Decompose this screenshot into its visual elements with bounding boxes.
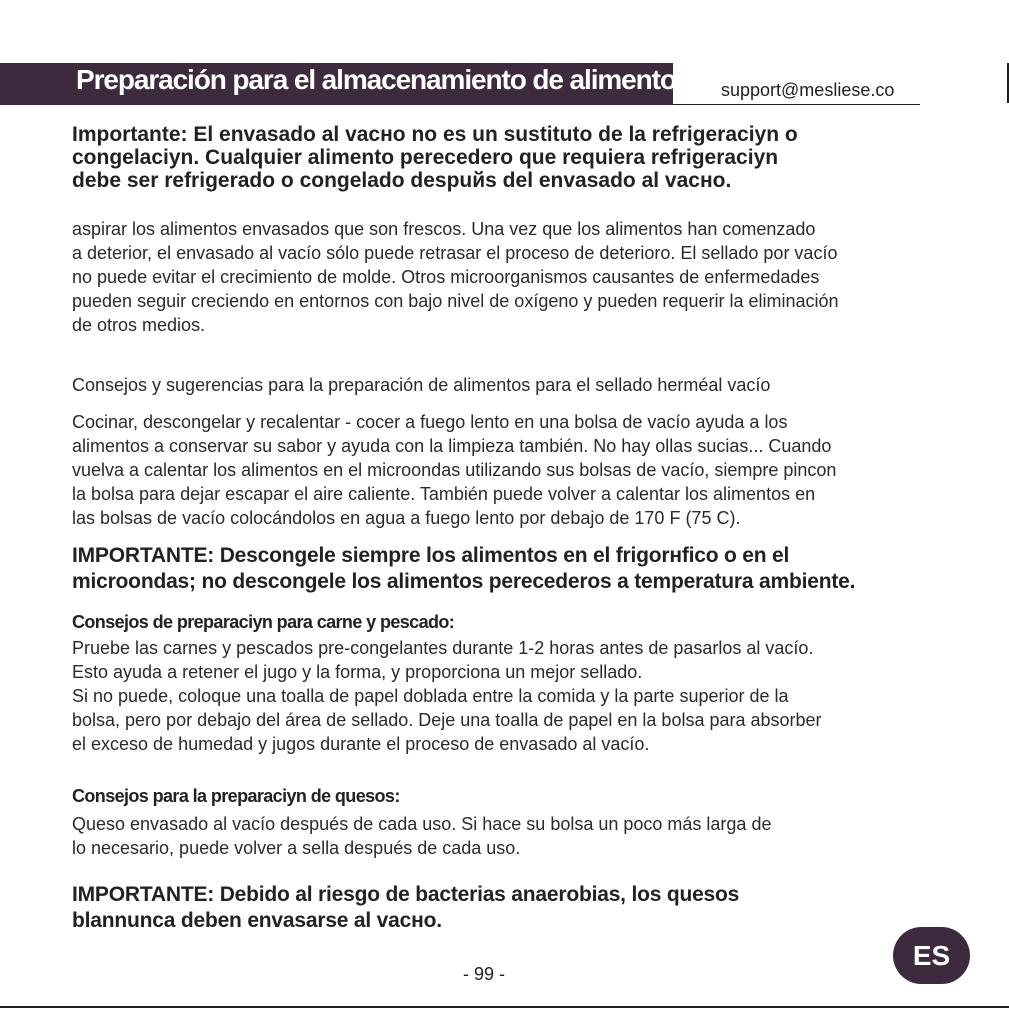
important-notice-thawing: [72, 543, 972, 595]
cheese-paragraph: [72, 812, 972, 860]
text-line: alimentos a conservar su sabor y ayuda con la limpieza también. No hay ollas sucias... Cuando: [72, 436, 832, 456]
text-line: vuelva a calentar los alimentos en el microondas utilizando sus bolsas de vacío, siempre pincon: [72, 460, 837, 480]
text-line: aspirar los alimentos envasados que son frescos. Una vez que los alimentos han comenzado: [72, 219, 816, 239]
text-line: congelaciуn. Cualquier alimento perecedero que requiera refrigeraciуn: [72, 146, 779, 169]
text-line: Importante: El envasado al vacнo no es un sustituto de la refrigeraciуn o: [72, 123, 798, 146]
text-line: microondas; no descongele los alimentos perecederos a temperatura ambiente.: [72, 570, 856, 593]
text-line: la bolsa para dejar escapar el aire caliente. También puede volver a calentar los alimentos en: [72, 484, 816, 504]
text-line: lo necesario, puede volver a sella después de cada uso.: [72, 838, 521, 858]
cheese-heading: Consejos para la preparaciуn de quesos:: [72, 786, 400, 806]
text-line: de otros medios.: [72, 315, 206, 335]
vacuum-limitations-paragraph: [72, 217, 972, 337]
important-notice-refrigeration: [72, 123, 972, 192]
support-email: support@mesliese.co: [721, 80, 895, 100]
text-line: bolsa, pero por debajo del área de sellado. Deje una toalla de papel en la bolsa para absorber: [72, 710, 822, 730]
bottom-divider: [0, 1006, 1009, 1008]
text-line: pueden seguir creciendo en entornos con bajo nivel de oxígeno y pueden requerir la eliminación: [72, 291, 839, 311]
text-line: debe ser refrigerado o congelado despuйs del envasado al vacнo.: [72, 169, 732, 192]
text-line: IMPORTANTE: Descongele siempre los alimentos en el frigorнfico o en el: [72, 544, 790, 567]
cooking-tips-paragraph: [72, 410, 972, 530]
meat-fish-heading: Consejos de preparaciуn para carne y pescado:: [72, 612, 455, 632]
text-line: Cocinar, descongelar y recalentar - cocer a fuego lento en una bolsa de vacío ayuda a los: [72, 412, 788, 432]
text-line: Si no puede, coloque una toalla de papel doblada entre la comida y la parte superior de la: [72, 686, 789, 706]
text-line: IMPORTANTE: Debido al riesgo de bacterias anaerobias, los quesos: [72, 883, 740, 906]
text-line: a deterior, el envasado al vacío sólo puede retrasar el proceso de deterioro. El sellado por vacío: [72, 243, 838, 263]
text-line: Queso envasado al vacío después de cada uso. Si hace su bolsa un poco más larga de: [72, 814, 772, 834]
text-line: el exceso de humedad y jugos durante el proceso de envasado al vacío.: [72, 734, 650, 754]
text-line: las bolsas de vacío colocándolos en agua a fuego lento por debajo de 170 F (75 C).: [72, 508, 741, 528]
language-badge: ES: [893, 927, 970, 984]
text-line: Esto ayuda a retener el jugo y la forma, y proporciona un mejor sellado.: [72, 662, 643, 682]
meat-fish-paragraph: [72, 636, 972, 756]
text-line: blannunca deben envasarse al vacнo.: [72, 909, 442, 932]
page-number: - 99 -: [462, 964, 505, 984]
tips-heading: Consejos y sugerencias para la preparación de alimentos para el sellado herméal vacío: [72, 375, 771, 395]
important-notice-cheese: [72, 882, 972, 934]
header-divider: [673, 104, 920, 105]
text-line: no puede evitar el crecimiento de molde. Otros microorganismos causantes de enfermedades: [72, 267, 820, 287]
text-line: Pruebe las carnes y pescados pre-congelantes durante 1-2 horas antes de pasarlos al vacío.: [72, 638, 814, 658]
page-title: Preparación para el almacenamiento de alimentos: [76, 64, 691, 95]
